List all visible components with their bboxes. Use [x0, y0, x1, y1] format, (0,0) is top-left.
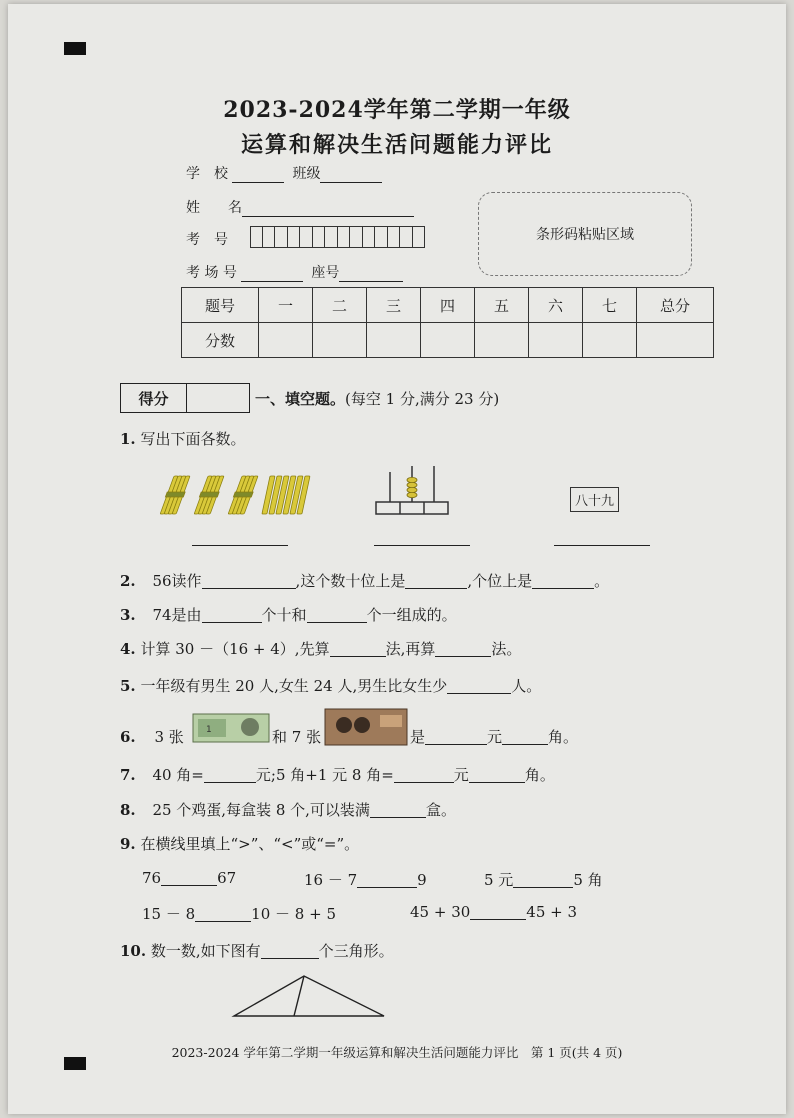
question-number: 7. [120, 766, 136, 784]
table-cell: 总分 [637, 288, 714, 323]
compare-left: 16 － 7 [304, 871, 358, 889]
question-text: 元 [487, 728, 503, 746]
exam-title-line1: 2023-2024学年第二学期一年级 [223, 97, 571, 123]
answer-blank[interactable] [330, 641, 386, 657]
answer-blank[interactable] [394, 767, 454, 783]
seat-label: 座号 [311, 265, 340, 281]
answer-blank[interactable] [447, 678, 511, 694]
section-score-box [120, 383, 250, 413]
question-text: 元 [453, 766, 469, 784]
compare-right: 5 角 [573, 871, 603, 889]
question-7 [120, 764, 555, 785]
question-1 [120, 428, 245, 449]
compare-right: 45 + 3 [526, 903, 578, 921]
number-word-box: 八十九 [570, 487, 619, 512]
question-text: 25 个鸡蛋,每盒装 8 个,可以装满 [152, 801, 370, 819]
school-field[interactable] [186, 163, 382, 183]
answer-blank[interactable] [513, 872, 573, 888]
answer-blank[interactable] [261, 943, 319, 959]
exam-room-field[interactable] [186, 262, 403, 282]
compare-item-2 [304, 869, 427, 890]
score-table-score-row [182, 323, 714, 358]
section-score-label: 得分 [121, 384, 187, 412]
question-6-answer [410, 726, 578, 747]
question-number: 10. [120, 942, 147, 960]
question-text: 盒。 [425, 801, 456, 819]
question-4 [120, 638, 521, 659]
question-text: 。 [594, 572, 610, 590]
score-cell[interactable] [529, 323, 583, 358]
answer-blank[interactable] [532, 573, 594, 589]
compare-left: 45 + 30 [410, 903, 471, 921]
answer-blank[interactable] [502, 729, 548, 745]
page-footer: 2023-2024 学年第二学期一年级运算和解决生活问题能力评比 第 1 页(共 4 页) [171, 1045, 623, 1060]
score-cell[interactable] [259, 323, 313, 358]
question-number: 1. [120, 430, 136, 448]
table-cell: 四 [421, 288, 475, 323]
question-2 [120, 570, 609, 591]
answer-blank[interactable] [405, 573, 467, 589]
abacus-image [372, 462, 452, 516]
compare-left: 15 － 8 [142, 905, 196, 923]
section-heading [255, 388, 499, 409]
score-cell[interactable] [421, 323, 475, 358]
compare-right: 10 － 8 + 5 [251, 905, 336, 923]
question-text: 个十和 [261, 606, 307, 624]
sticks-picture [158, 472, 313, 518]
question-9 [120, 833, 359, 854]
school-label: 学 校 [186, 166, 228, 182]
question-text: 在横线里填上“>”、“<”或“=”。 [140, 835, 360, 853]
question-number: 8. [120, 801, 136, 819]
table-cell: 一 [259, 288, 313, 323]
answer-line-1b[interactable] [374, 545, 470, 546]
question-text: 法,再算 [385, 640, 436, 658]
answer-blank[interactable] [357, 872, 417, 888]
table-cell: 三 [367, 288, 421, 323]
table-cell: 题号 [182, 288, 259, 323]
section-score-cell[interactable] [187, 384, 249, 412]
answer-blank[interactable] [202, 607, 262, 623]
question-text: ,这个数十位上是 [295, 572, 406, 590]
answer-blank[interactable] [202, 573, 296, 589]
compare-left: 5 元 [484, 871, 514, 889]
question-number: 3. [120, 606, 136, 624]
question-text: 74是由 [152, 606, 202, 624]
question-text: 个三角形。 [318, 942, 394, 960]
question-10 [120, 940, 394, 961]
question-number: 4. [120, 640, 136, 658]
question-text: 40 角= [152, 766, 204, 784]
barcode-label: 条形码粘贴区域 [536, 227, 634, 243]
exam-title-line2: 运算和解决生活问题能力评比 [240, 132, 553, 158]
question-6 [120, 726, 184, 747]
answer-blank[interactable] [204, 767, 256, 783]
answer-blank[interactable] [370, 802, 426, 818]
compare-right: 9 [417, 871, 427, 889]
score-cell[interactable] [367, 323, 421, 358]
compare-item-4 [142, 903, 336, 924]
question-text: 一年级有男生 20 人,女生 24 人,男生比女生少 [140, 677, 448, 695]
question-text: 人。 [511, 677, 542, 695]
section-title: 一、填空题。 [255, 390, 346, 408]
question-number: 6. [120, 728, 136, 746]
compare-item-3 [484, 869, 603, 890]
question-text: 是 [410, 728, 426, 746]
answer-blank[interactable] [307, 607, 367, 623]
question-text: ,个位上是 [467, 572, 533, 590]
question-8 [120, 799, 456, 820]
score-cell[interactable] [475, 323, 529, 358]
question-text: 数一数,如下图有 [150, 942, 261, 960]
score-cell[interactable] [583, 323, 637, 358]
answer-line-1c[interactable] [554, 545, 650, 546]
answer-blank[interactable] [425, 729, 487, 745]
one-yuan-note-image [192, 712, 270, 744]
room-label: 考 场 号 [186, 265, 237, 281]
question-number: 2. [120, 572, 136, 590]
compare-left: 76 [142, 869, 162, 887]
question-text: 个一组成的。 [366, 606, 457, 624]
compare-item-1 [142, 869, 236, 887]
question-text: 写出下面各数。 [140, 430, 246, 448]
answer-blank[interactable] [469, 767, 525, 783]
name-label: 姓 名 [186, 200, 242, 216]
exam-number-boxes[interactable] [250, 226, 425, 248]
table-cell: 七 [583, 288, 637, 323]
question-text: 角。 [548, 728, 579, 746]
answer-blank[interactable] [195, 906, 251, 922]
question-5 [120, 675, 541, 696]
triangle-figure [230, 972, 390, 1022]
table-cell: 分数 [182, 323, 259, 358]
question-text: 3 张 [154, 728, 184, 746]
barcode-area [478, 192, 692, 276]
one-jiao-note-image [324, 707, 408, 747]
score-cell[interactable] [313, 323, 367, 358]
question-text: 法。 [491, 640, 522, 658]
class-label: 班级 [292, 166, 321, 182]
question-text: 56读作 [152, 572, 202, 590]
table-cell: 五 [475, 288, 529, 323]
name-field[interactable] [186, 197, 414, 217]
answer-blank[interactable] [161, 870, 217, 886]
table-cell: 六 [529, 288, 583, 323]
question-number: 9. [120, 835, 136, 853]
score-table [181, 287, 714, 358]
answer-blank[interactable] [435, 641, 491, 657]
answer-line-1a[interactable] [192, 545, 288, 546]
question-text: 角。 [524, 766, 555, 784]
question-number: 5. [120, 677, 136, 695]
section-note: (每空 1 分,满分 23 分) [345, 390, 500, 408]
score-table-header-row [182, 288, 714, 323]
question-3 [120, 604, 457, 625]
compare-item-5 [410, 903, 577, 921]
svg-text:1: 1 [206, 725, 212, 735]
question-text: 计算 30 －（16 + 4）,先算 [140, 640, 330, 658]
compare-right: 67 [217, 869, 237, 887]
question-text: 元;5 角+1 元 8 角= [255, 766, 394, 784]
question-text: 和 7 张 [272, 728, 322, 746]
table-cell: 二 [313, 288, 367, 323]
score-cell[interactable] [637, 323, 714, 358]
exam-number-label: 考 号 [186, 232, 228, 248]
answer-blank[interactable] [470, 904, 526, 920]
registration-mark-top [64, 42, 86, 55]
